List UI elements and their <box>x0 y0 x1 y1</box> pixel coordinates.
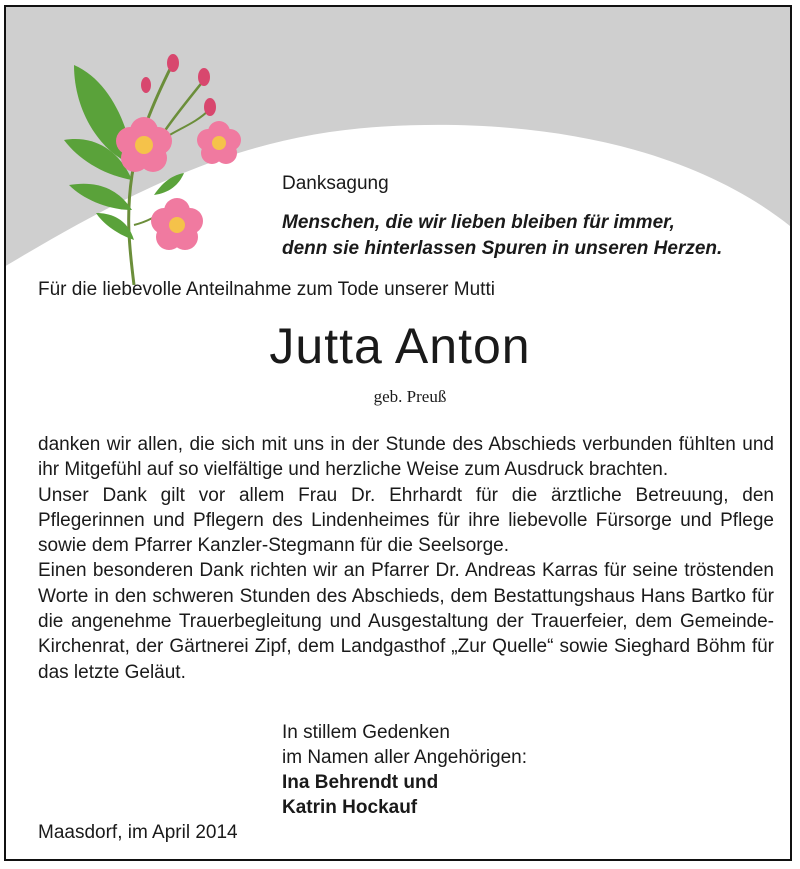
birth-name: geb. Preuß <box>373 387 447 406</box>
body-text <box>38 432 774 685</box>
motto-line-2: denn sie hinterlassen Spuren in unseren Herzen. <box>282 238 723 259</box>
closing-line-2: im Namen aller Angehörigen: <box>282 747 528 768</box>
rose-branch-icon <box>34 45 264 285</box>
paragraph-1: danken wir allen, die sich mit uns in der Stunde des Abschieds verbunden fühlten und ihr Mitgefühl auf so vielfältige und herzliche Weise zum Ausdruck brachten. <box>38 434 774 481</box>
signer-2: Katrin Hockauf <box>282 797 418 818</box>
motto <box>282 210 722 262</box>
deceased-name: Jutta Anton <box>269 318 531 374</box>
closing-line-1: In stillem Gedenken <box>282 722 450 743</box>
signer-1: Ina Behrendt und <box>282 772 439 793</box>
intro-text: Für die liebevolle Anteilnahme zum Tode unserer Mutti <box>38 279 495 300</box>
closing-block <box>282 720 527 820</box>
paragraph-3: Einen besonderen Dank richten wir an Pfarrer Dr. Andreas Karras für seine tröstenden Worte in den schweren Stunden des Abschieds, dem Bestattungshaus Hans Bartko für die angenehme Trauerbegleitung und Ausgestaltung der Trauerfeier, dem Gemeinde-Kirchenrat, der Gärtnerei Zipf, dem Landgasthof „Zur Quelle“ sowie Sieghard Böhm für das letzte Geläut. <box>38 560 774 683</box>
paragraph-2: Unser Dank gilt vor allem Frau Dr. Ehrhardt für die ärztliche Betreuung, den Pflegerinnen und Pflegern des Lindenheimes für ihre liebevolle Fürsorge und Pflege sowie dem Pfarrer Kanzler-Stegmann für die Seelsorge. <box>38 484 774 557</box>
motto-line-1: Menschen, die wir lieben bleiben für immer, <box>282 212 675 233</box>
place-date: Maasdorf, im April 2014 <box>38 822 238 843</box>
heading: Danksagung <box>282 173 389 194</box>
obituary-card <box>4 5 792 861</box>
